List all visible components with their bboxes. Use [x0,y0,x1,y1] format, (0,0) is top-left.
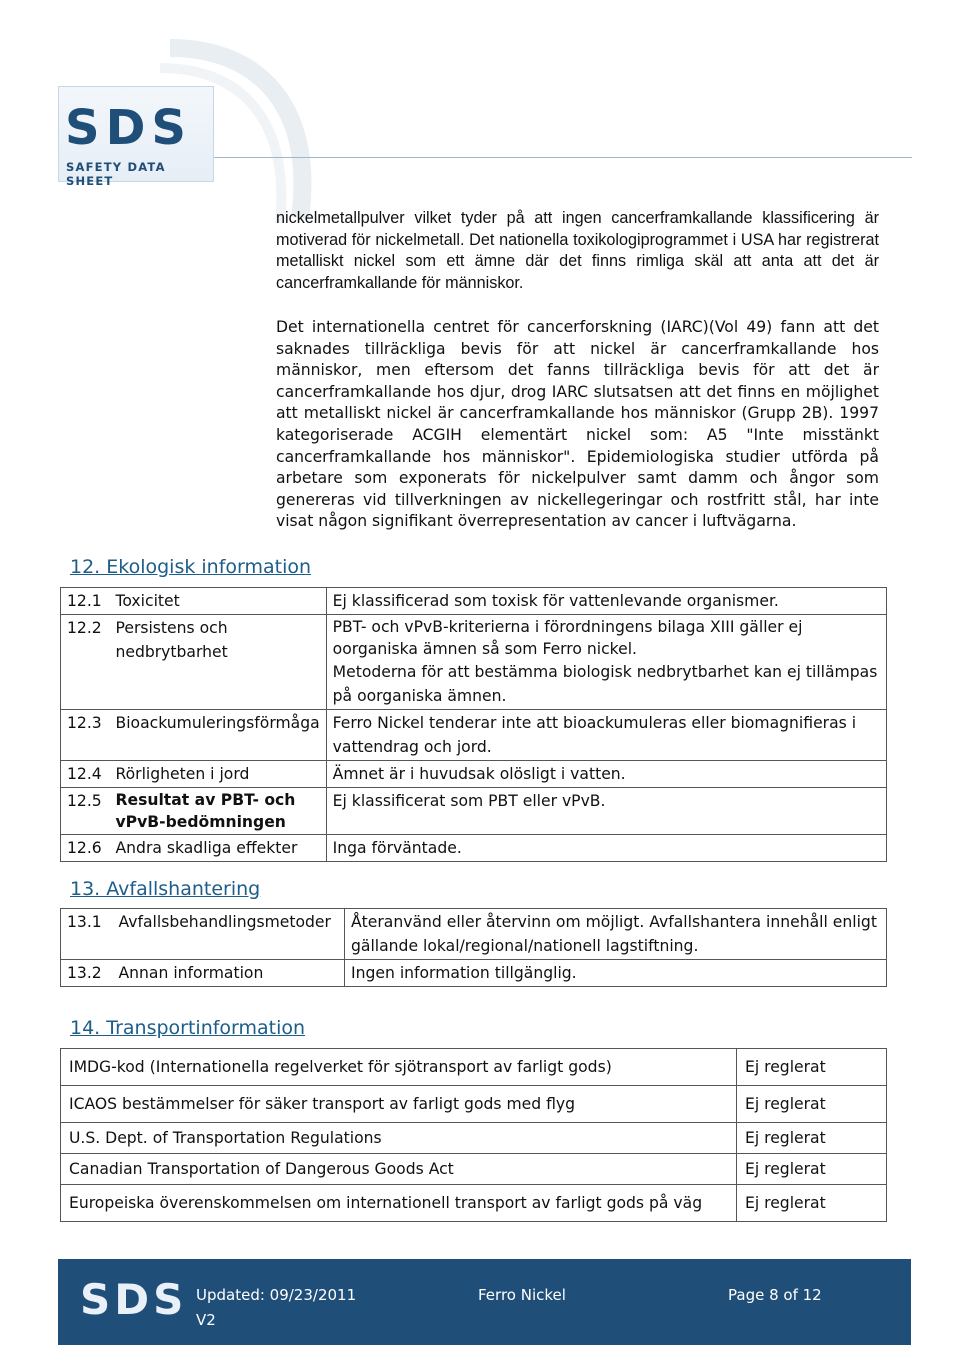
waste-handling-table [60,908,887,987]
page-footer [58,1259,911,1345]
section-14-title: 14. Transportinformation [70,1017,306,1039]
row-number: 12.3 [61,710,116,761]
row-number: 13.1 [61,909,119,960]
row-number: 12.2 [61,615,116,710]
table-row [61,615,887,710]
row-label: Rörligheten i jord [116,761,327,788]
intro-paragraph: nickelmetallpulver vilket tyder på att ingen cancerframkallande klassificering är motiverad för nickelmetall. Det nationella toxikologiprogrammet i USA har registrerat metalliskt nickel som ett ämne där det finns rimliga skäl att anta att det är cancerframkallande för människor. [276,209,879,292]
row-value: Ej reglerat [737,1185,887,1222]
row-value: Ej reglerat [737,1123,887,1154]
row-label: Annan information [119,960,345,987]
table-row [61,909,887,960]
table-row [61,1049,887,1086]
row-label: Andra skadliga effekter [116,835,327,862]
row-number: 12.5 [61,788,116,835]
row-label: U.S. Dept. of Transportation Regulations [61,1123,737,1154]
updated-date: Updated: 09/23/2011 [196,1286,357,1304]
logo-text: SDS [65,100,192,156]
table-row [61,835,887,862]
row-value: Ämnet är i huvudsak olösligt i vatten. [326,761,886,788]
header-rule [214,157,912,158]
logo-subtitle: SAFETY DATA SHEET [66,160,166,188]
row-value: Ej reglerat [737,1049,887,1086]
row-value [326,615,886,710]
row-value: Ej klassificerat som PBT eller vPvB. [326,788,886,835]
row-value-line: Metoderna för att bestämma biologisk nedbrytbarhet kan ej tillämpas på oorganiska ämnen. [332,663,878,705]
table-row [61,1086,887,1123]
row-value: Inga förväntade. [326,835,886,862]
row-label: Avfallsbehandlingsmetoder [119,909,345,960]
section-12-title: 12. Ekologisk information [70,556,312,578]
table-row [61,960,887,987]
row-label: Resultat av PBT- och vPvB-bedömningen [116,788,327,835]
row-number: 12.6 [61,835,116,862]
logo-arc-decoration [150,38,320,228]
row-value: Ej reglerat [737,1086,887,1123]
row-value: Ferro Nickel tenderar inte att bioackumuleras eller biomagnifieras i vattendrag och jord. [326,710,886,761]
table-row [61,588,887,615]
transport-info-table [60,1048,887,1222]
table-row [61,788,887,835]
row-value: Ej reglerat [737,1154,887,1185]
page-number: Page 8 of 12 [728,1286,822,1304]
row-number: 12.4 [61,761,116,788]
table-row [61,1123,887,1154]
row-number: 12.1 [61,588,116,615]
row-label: Europeiska överenskommelsen om internationell transport av farligt gods på väg [61,1185,737,1222]
row-label: Toxicitet [116,588,327,615]
version-label: V2 [196,1311,216,1329]
section-13-title: 13. Avfallshantering [70,878,261,900]
table-row [61,710,887,761]
row-value-line: PBT- och vPvB-kriterierna i förordningens bilaga XIII gäller ej oorganiska ämnen så som Ferro nickel. [332,618,803,658]
iarc-paragraph: Det internationella centret för cancerforskning (IARC)(Vol 49) fann att det saknades tillräckliga bevis för att nickel är cancerframkallande hos människor, men eftersom det fanns tillräckliga bevis för att det är cancerframkallande hos djur, drog IARC slutsatsen att det finns en möjlighet att metalliskt nickel är cancerframkallande hos människor (Grupp 2B). 1997 kategoriserade ACGIH elementärt nickel som: A5 "Inte misstänkt cancerframkallande hos människor". Epidemiologiska studier utförda på arbetare som exponerats för nickelpulver samt damm och ångor som genereras vid tillverkningen av nickellegeringar och rostfritt stål, har inte visat någon signifikant överrepresentation av cancer i luftvägarna. [276,318,879,531]
row-label: Canadian Transportation of Dangerous Goods Act [61,1154,737,1185]
ecological-info-table [60,587,887,862]
product-name: Ferro Nickel [478,1286,566,1304]
table-row [61,1185,887,1222]
row-label: Bioackumuleringsförmåga [116,710,327,761]
table-row [61,1154,887,1185]
table-row [61,761,887,788]
row-label: ICAOS bestämmelser för säker transport av farligt gods med flyg [61,1086,737,1123]
footer-logo: SDS [80,1275,188,1324]
row-value: Ingen information tillgänglig. [345,960,887,987]
row-value: Återanvänd eller återvinn om möjligt. Avfallshantera innehåll enligt gällande lokal/regional/nationell lagstiftning. [345,909,887,960]
row-label: IMDG-kod (Internationella regelverket för sjötransport av farligt gods) [61,1049,737,1086]
row-value: Ej klassificerad som toxisk för vattenlevande organismer. [326,588,886,615]
row-number: 13.2 [61,960,119,987]
row-label: Persistens och nedbrytbarhet [116,615,327,710]
